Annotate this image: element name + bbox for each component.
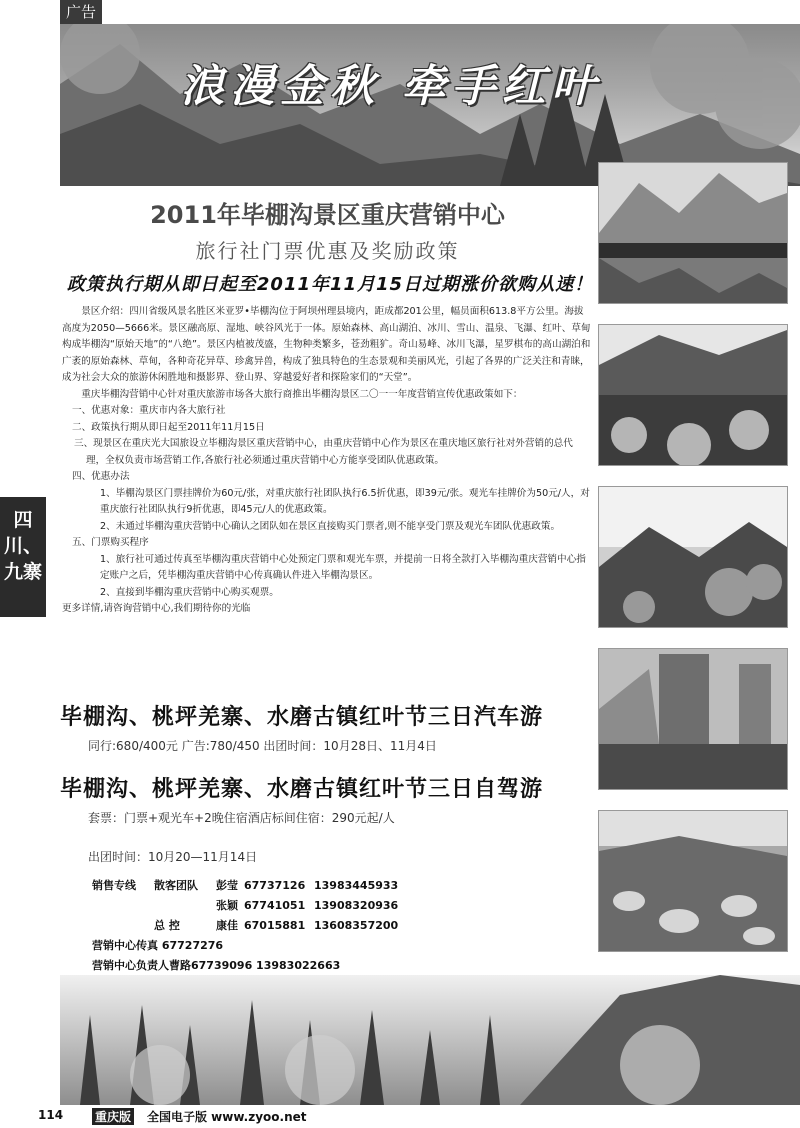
contact-name: 彭莹	[216, 879, 238, 892]
contact-mobile: 13983445933	[314, 879, 399, 892]
policy-item: 1、毕棚沟景区门票挂牌价为60元/张，对重庆旅行社团队执行6.5折优惠，即39元/张。观光车挂牌价为50元/人，对重庆旅行社团队执行9折优惠，即45元/人的优惠政策。	[100, 487, 590, 515]
policy-item: 三、现景区在重庆光大国旅设立毕棚沟景区重庆营销中心，由重庆营销中心作为景区在重庆地区旅行社对外营销的总代理，全权负责市场营销工作,各旅行社必须通过重庆营销中心方能享受团队优惠政策。	[74, 438, 573, 466]
side-tab-line-1: 四川、	[3, 509, 42, 557]
policy-item: 二、政策执行期从即日起至2011年11月15日	[72, 421, 265, 433]
policy-item: 2、未通过毕棚沟重庆营销中心确认之团队如在景区直接购买门票者,则不能享受门票及观光车团队优惠政策。	[100, 520, 561, 532]
policy-items	[62, 403, 592, 618]
tour1-info: 同行:680/400元 广告:780/450 出团时间：10月28日、11月4日	[88, 739, 437, 753]
policy-item: 更多详情,请咨询营销中心,我们期待你的光临	[62, 603, 251, 614]
group-label: 散客团队	[154, 879, 198, 892]
intro-paragraph: 景区介绍：四川省级风景名胜区米亚罗•毕棚沟位于阿坝州理县境内，距成都201公里，幅员面积613.8平方公里。海拔高度为2050—5666米。景区融高原、湿地、峡谷风光于一体。原始森林、高山湖泊、冰川、雪山、温泉、飞瀑、红叶、草甸构成毕棚沟“原始天地”的“八绝”。景区内植被茂盛，生物种类繁多，苍劲粗犷。奇山易峰、冰川飞瀑，星罗棋布的高山湖泊和广袤的原始森林、草甸，各种奇花异草、珍禽异兽，构成了独具特色的生态景观和美丽风光，引起了各界的广泛关注和青睐，成为社会大众的旅游休闲胜地和摄影界、登山界、穿越爱好者和探险家们的“天堂”。	[62, 306, 591, 383]
policy-item: 五、门票购买程序	[72, 537, 149, 548]
contact-name: 张颖	[216, 899, 238, 912]
photo-forest-valley	[598, 324, 788, 466]
footer-forest-image	[60, 975, 800, 1105]
page-number: 114	[38, 1108, 64, 1122]
side-tab-line-2: 九寨	[3, 561, 42, 583]
headline: 政策执行期从即日起至2011年11月15日过期涨价欲购从速！	[66, 274, 594, 295]
lead-paragraph: 重庆毕棚沟营销中心针对重庆旅游市场各大旅行商推出毕棚沟景区二〇一一年度营销宣传优惠政策如下：	[81, 388, 523, 400]
ad-label: 广告	[60, 0, 102, 24]
contact-block	[92, 876, 452, 976]
photo-boulder-meadow	[598, 810, 788, 952]
general-tel: 67015881	[244, 919, 306, 932]
region-side-tab	[0, 497, 46, 617]
page-title: 2011年毕棚沟景区重庆营销中心	[150, 201, 505, 229]
hotline-label: 销售专线	[92, 879, 136, 892]
policy-item: 2、直接到毕棚沟重庆营销中心购买观票。	[100, 586, 279, 598]
policy-item: 一、优惠对象：重庆市内各大旅行社	[72, 405, 226, 416]
tour2-package: 套票：门票+观光车+2晚住宿酒店标间住宿：290元起/人	[88, 811, 395, 825]
tour1-title: 毕棚沟、桃坪羌寨、水磨古镇红叶节三日汽车游	[60, 705, 544, 730]
footer-website: 全国电子版 www.zyoo.net	[147, 1110, 307, 1124]
general-name: 康佳	[216, 919, 238, 932]
tour2-dates: 出团时间：10月20—11月14日	[88, 850, 258, 864]
general-mobile: 13608357200	[314, 919, 399, 932]
photo-snow-peak	[598, 486, 788, 628]
fax-line: 营销中心传真 67727276	[92, 939, 224, 952]
tour2-title: 毕棚沟、桃坪羌寨、水磨古镇红叶节三日自驾游	[60, 777, 544, 802]
general-label: 总 控	[154, 919, 180, 932]
contact-tel: 67737126	[244, 879, 306, 892]
manager-line: 营销中心负责人曹路67739096 13983022663	[92, 959, 341, 972]
photo-stone-tower	[598, 648, 788, 790]
photo-lake	[598, 162, 788, 304]
edition-badge: 重庆版	[92, 1108, 134, 1125]
policy-item: 四、优惠办法	[72, 471, 130, 482]
policy-item: 1、旅行社可通过传真至毕棚沟重庆营销中心处预定门票和观光车票，并提前一日将全款打入毕棚沟重庆营销中心指定账户之后，凭毕棚沟重庆营销中心传真确认件进入毕棚沟景区。	[100, 553, 586, 581]
contact-tel: 67741051	[244, 899, 306, 912]
policy-body	[62, 304, 592, 618]
page-subtitle: 旅行社门票优惠及奖励政策	[195, 239, 460, 263]
contact-mobile: 13908320936	[314, 899, 399, 912]
banner-title: 浪漫金秋 牵手红叶	[180, 61, 602, 112]
